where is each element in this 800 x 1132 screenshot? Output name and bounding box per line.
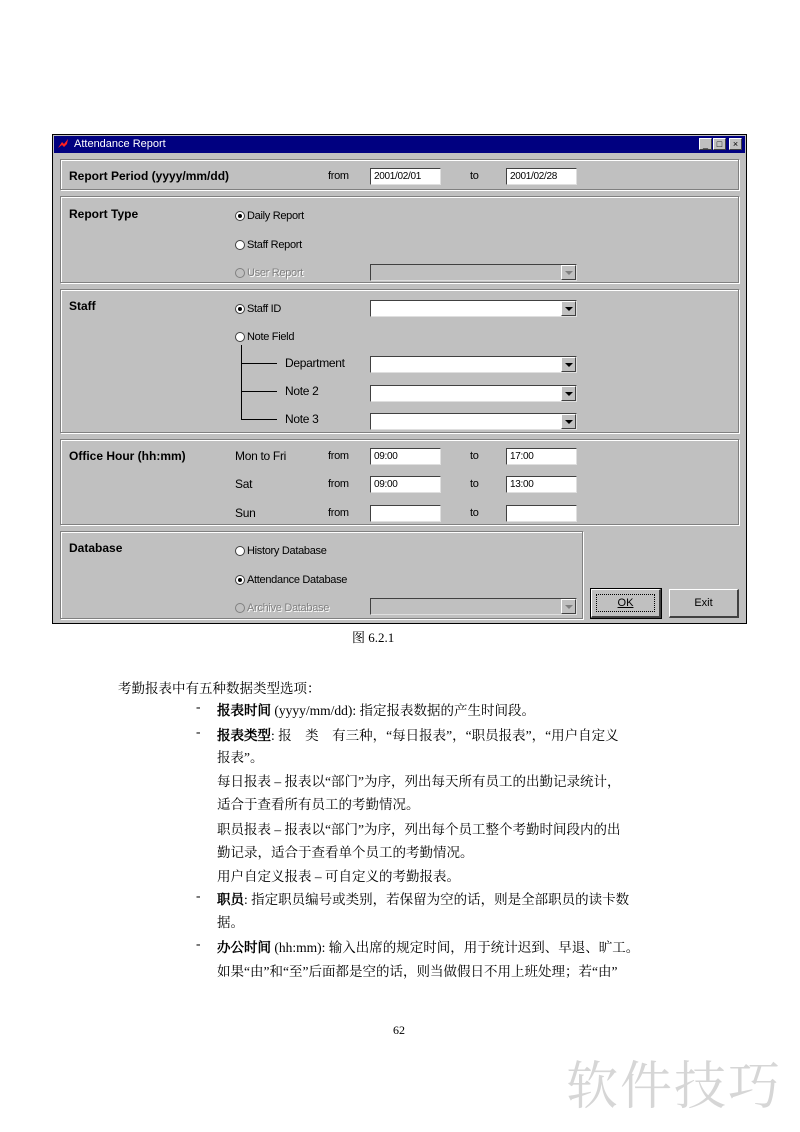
item-term: 报表时间 — [217, 703, 271, 718]
database-panel — [60, 531, 583, 619]
period-from-input[interactable]: 2001/02/01 — [370, 168, 441, 185]
history-database-radio[interactable] — [235, 546, 245, 556]
office-hour-label: Office Hour (hh:mm) — [69, 449, 186, 463]
day-label: Mon to Fri — [235, 449, 287, 463]
item-staff — [217, 888, 629, 908]
tree-branch-department — [241, 363, 277, 364]
paragraph-line: 每日报表 – 报表以“部门”为序，列出每天所有员工的出勤记录统计， — [217, 774, 621, 789]
to-label: to — [470, 450, 479, 462]
staff-report-radio[interactable] — [235, 240, 245, 250]
period-to-input[interactable]: 2001/02/28 — [506, 168, 577, 185]
dropdown-arrow-icon[interactable] — [561, 357, 576, 372]
attendance-database-radio[interactable] — [235, 575, 245, 585]
exit-button[interactable] — [669, 589, 739, 618]
maximize-button[interactable]: □ — [713, 138, 726, 150]
item-term: 职员 — [217, 892, 244, 907]
note-field-radio[interactable] — [235, 332, 245, 342]
page-number: 62 — [393, 1023, 405, 1037]
item-office-hour — [217, 936, 639, 956]
user-report-label: User Report — [247, 267, 303, 279]
paragraph-line: 用户自定义报表 – 可自定义的考勤报表。 — [217, 869, 460, 884]
item-desc: : 报 类 有三种，“每日报表”，“职员报表”，“用户自定义 — [271, 728, 619, 743]
sun-to-input[interactable] — [506, 505, 577, 522]
user-report-radio — [235, 268, 245, 278]
attendance-report-window — [52, 134, 747, 624]
history-database-label[interactable]: History Database — [247, 545, 327, 557]
report-period-label: Report Period (yyyy/mm/dd) — [69, 169, 230, 183]
dropdown-arrow-icon[interactable] — [561, 301, 576, 316]
report-type-label: Report Type — [69, 207, 139, 221]
item-report-time — [217, 699, 535, 719]
department-select[interactable] — [370, 356, 577, 373]
database-label: Database — [69, 541, 123, 555]
item-continuation: 报表”。 — [217, 750, 264, 765]
note3-select[interactable] — [370, 413, 577, 430]
to-label: to — [470, 478, 479, 490]
note-field-label[interactable]: Note Field — [247, 331, 295, 343]
archive-database-label: Archive Database — [247, 602, 330, 614]
from-label: from — [328, 507, 349, 519]
item-continuation: 据。 — [217, 915, 244, 930]
app-icon — [57, 138, 69, 150]
tree-branch-note3 — [241, 419, 277, 420]
bullet-dash: - — [196, 888, 201, 903]
note3-label: Note 3 — [285, 412, 319, 426]
ok-button[interactable] — [591, 589, 661, 618]
dropdown-arrow-icon — [561, 599, 576, 614]
to-label: to — [470, 507, 479, 519]
note2-label: Note 2 — [285, 384, 319, 398]
exit-label: Exit — [694, 597, 713, 609]
window-title: Attendance Report — [74, 138, 166, 150]
dropdown-arrow-icon — [561, 265, 576, 280]
sat-from-input[interactable]: 09:00 — [370, 476, 441, 493]
daily-report-label[interactable]: Daily Report — [247, 210, 304, 222]
report-period-panel — [60, 159, 739, 190]
item-desc: (yyyy/mm/dd): 指定报表数据的产生时间段。 — [271, 703, 535, 718]
item-report-type — [217, 724, 619, 744]
dropdown-arrow-icon[interactable] — [561, 386, 576, 401]
minimize-button[interactable]: _ — [699, 138, 712, 150]
tree-connector-line — [241, 345, 242, 420]
report-type-panel — [60, 196, 739, 283]
bullet-dash: - — [196, 724, 201, 739]
item-continuation: 如果“由”和“至”后面都是空的话，则当做假日不用上班处理；若“由” — [217, 964, 618, 979]
sun-from-input[interactable] — [370, 505, 441, 522]
mon-fri-to-input[interactable]: 17:00 — [506, 448, 577, 465]
bullet-dash: - — [196, 936, 201, 951]
archive-database-radio — [235, 603, 245, 613]
intro-text: 考勤报表中有五种数据类型选项： — [118, 681, 321, 696]
from-label: from — [328, 478, 349, 490]
item-term: 办公时间 — [217, 940, 271, 955]
attendance-database-label[interactable]: Attendance Database — [247, 574, 348, 586]
paragraph-line: 适合于查看所有员工的考勤情况。 — [217, 797, 420, 812]
period-from-label: from — [328, 170, 349, 182]
staff-id-radio[interactable] — [235, 304, 245, 314]
paragraph-line: 职员报表 – 报表以“部门”为序，列出每个员工整个考勤时间段内的出 — [217, 822, 621, 837]
item-term: 报表类型 — [217, 728, 271, 743]
mon-fri-from-input[interactable]: 09:00 — [370, 448, 441, 465]
paragraph-line: 勤记录，适合于查看单个员工的考勤情况。 — [217, 845, 474, 860]
close-button[interactable]: × — [729, 138, 742, 150]
watermark-text: 软件技巧 — [566, 1057, 783, 1117]
staff-panel — [60, 289, 739, 433]
dropdown-arrow-icon[interactable] — [561, 414, 576, 429]
period-to-label: to — [470, 170, 479, 182]
figure-caption: 图 6.2.1 — [352, 630, 395, 645]
staff-id-select[interactable] — [370, 300, 577, 317]
sat-to-input[interactable]: 13:00 — [506, 476, 577, 493]
title-bar[interactable] — [54, 136, 745, 153]
staff-report-label[interactable]: Staff Report — [247, 239, 302, 251]
bullet-dash: - — [196, 699, 201, 714]
day-label: Sun — [235, 506, 256, 520]
item-desc: (hh:mm): 输入出席的规定时间，用于统计迟到、早退、旷工。 — [271, 940, 640, 955]
ok-label: OK — [617, 597, 634, 609]
department-label: Department — [285, 356, 345, 370]
day-label: Sat — [235, 477, 253, 491]
office-hour-panel — [60, 439, 739, 525]
tree-branch-note2 — [241, 391, 277, 392]
staff-id-label[interactable]: Staff ID — [247, 303, 282, 315]
archive-database-select — [370, 598, 577, 615]
daily-report-radio[interactable] — [235, 211, 245, 221]
item-desc: : 指定职员编号或类别，若保留为空的话，则是全部职员的读卡数 — [244, 892, 630, 907]
note2-select[interactable] — [370, 385, 577, 402]
user-report-select — [370, 264, 577, 281]
staff-label: Staff — [69, 299, 96, 313]
from-label: from — [328, 450, 349, 462]
